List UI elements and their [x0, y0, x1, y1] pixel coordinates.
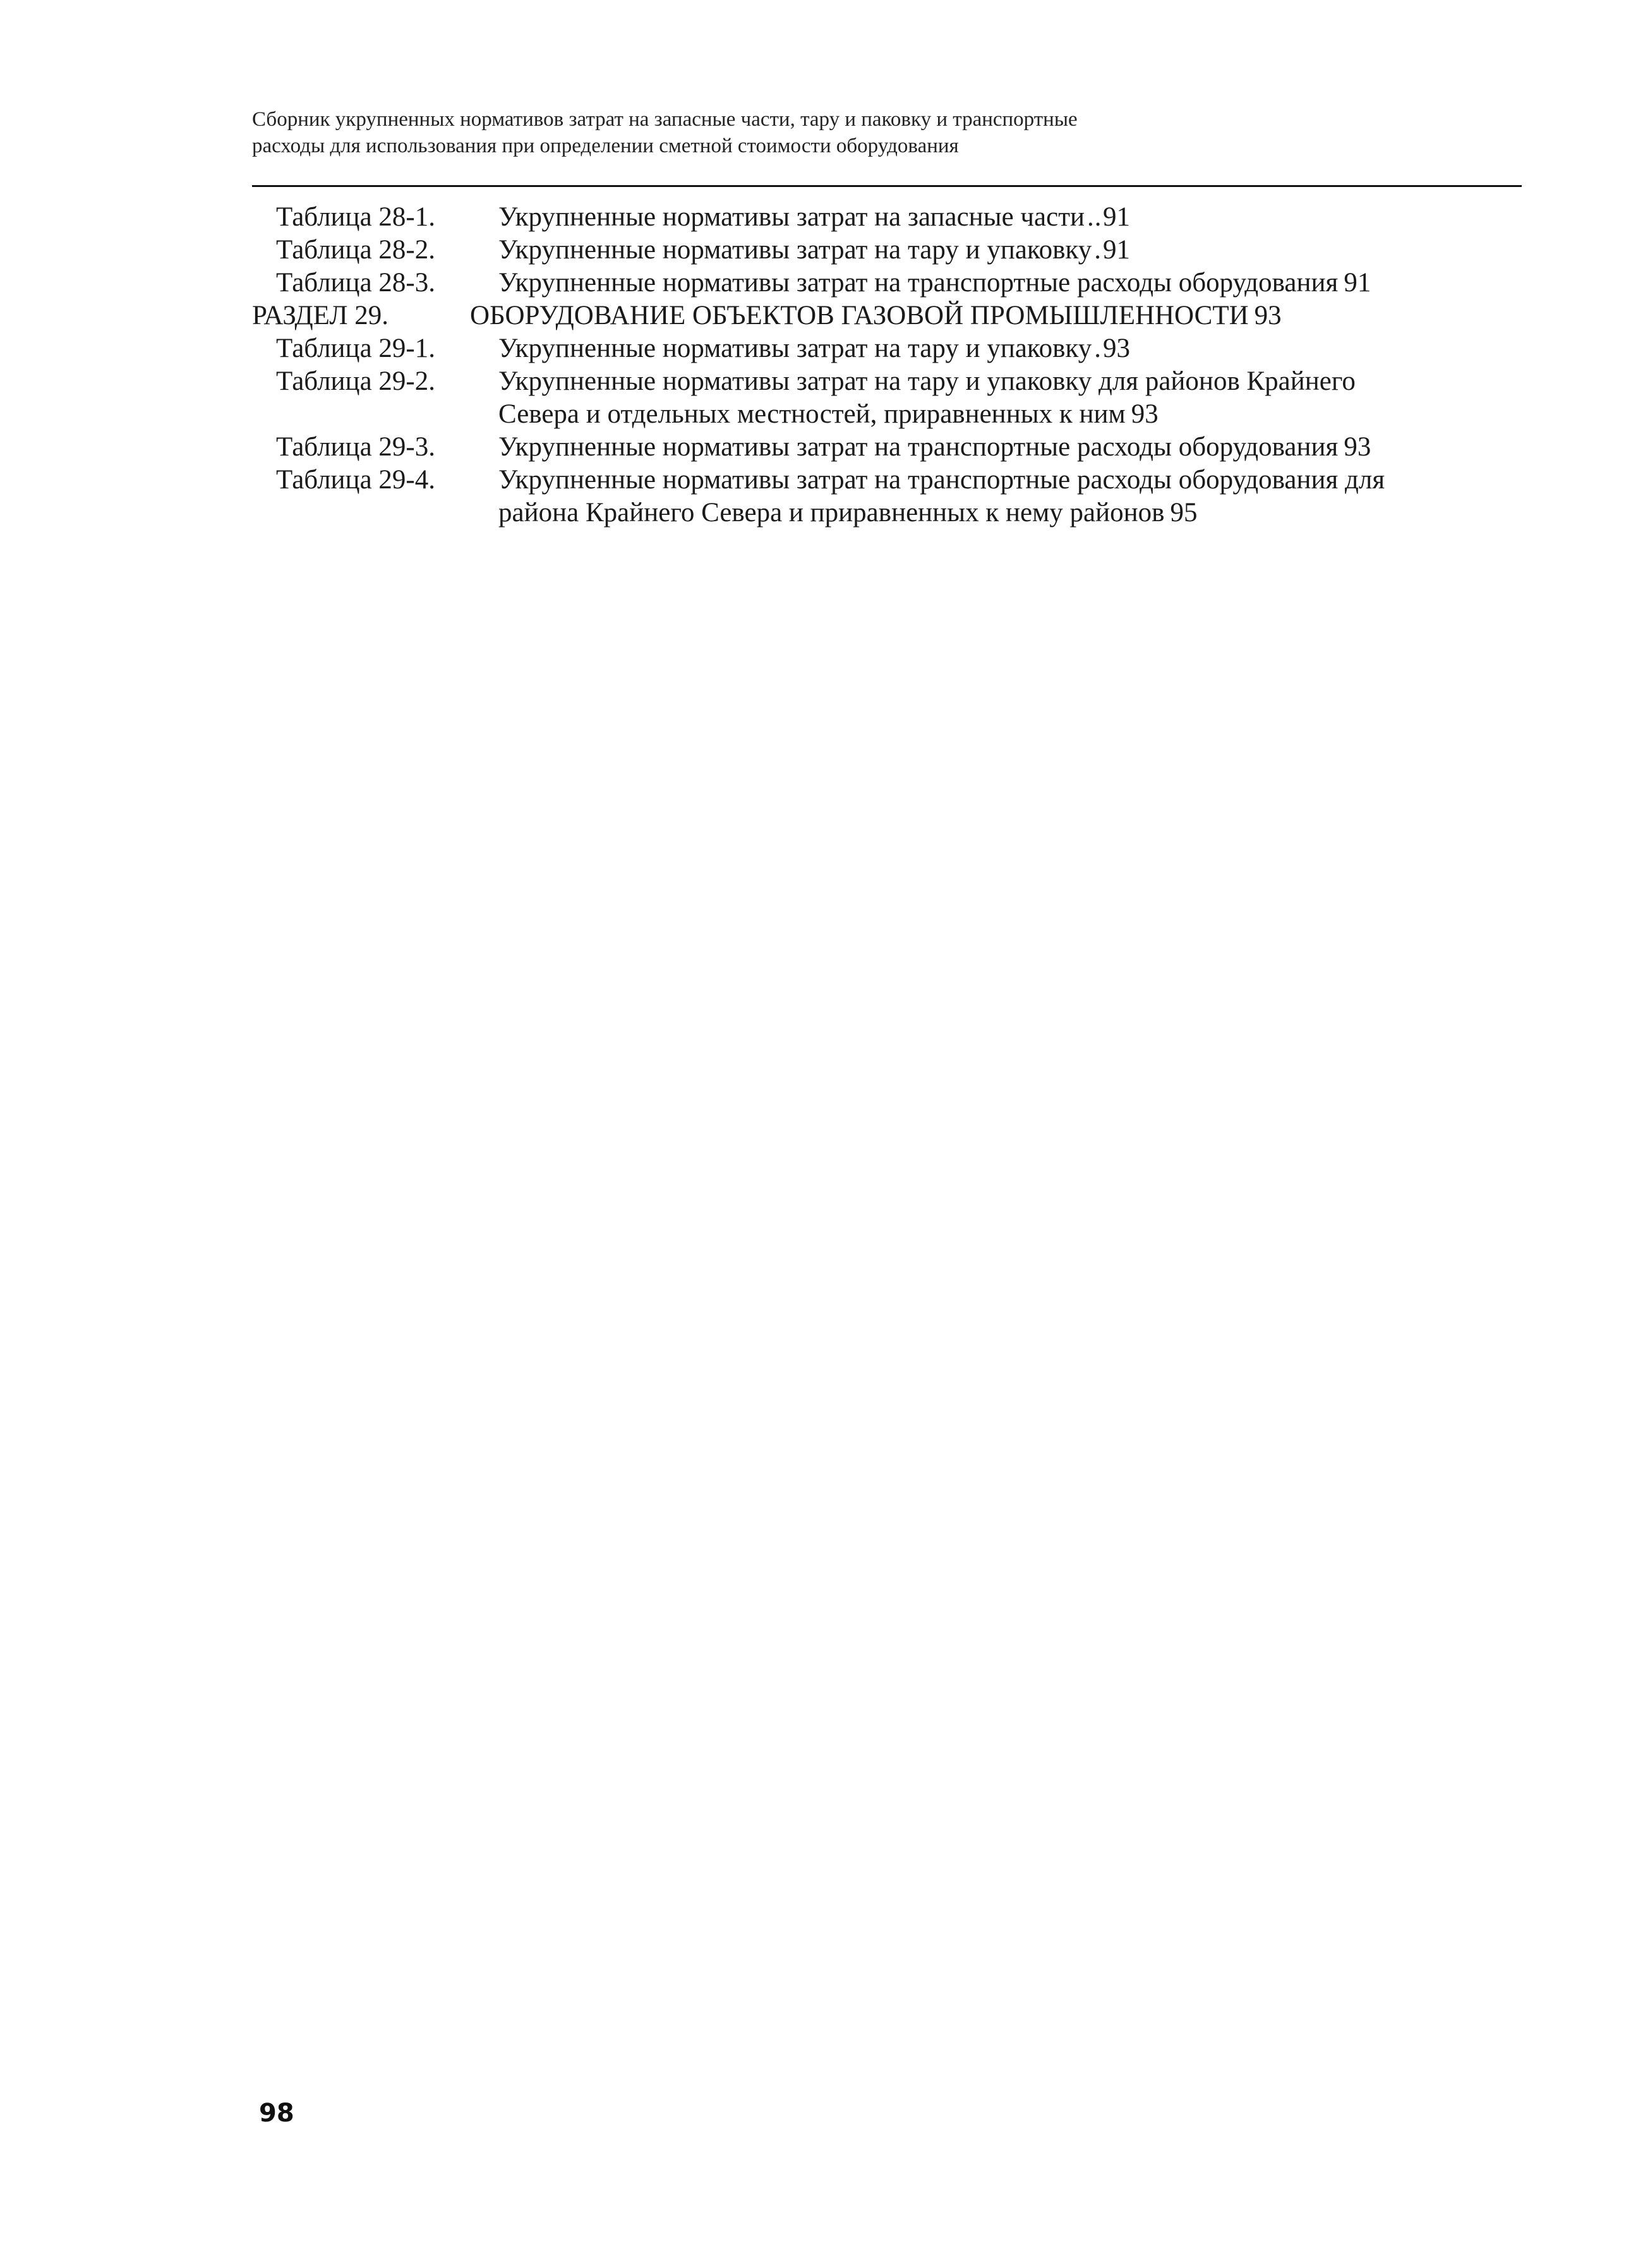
toc-entry-table-28-2 [252, 234, 1515, 267]
toc-section-label: РАЗДЕЛ 29. [252, 301, 389, 330]
toc-entry-title-line-1: Укрупненные нормативы затрат на транспортные расходы оборудования для [498, 465, 1385, 495]
toc-entry-page: 91 [1103, 202, 1130, 232]
toc-entry-title-line-2: Севера и отдельных местностей, приравненных к ним [498, 399, 1126, 429]
toc-entry-title-line-1: Укрупненные нормативы затрат на тару и упаковку для районов Крайнего [498, 366, 1356, 396]
toc-entry-table-29-1 [252, 332, 1515, 365]
toc-entry-title: Укрупненные нормативы затрат на тару и упаковку [498, 334, 1092, 363]
toc-entry-label: Таблица 28-2. [276, 235, 435, 265]
toc-entry-section-29 [252, 299, 1515, 332]
header-line-1: Сборник укрупненных нормативов затрат на запасные части, тару и паковку и транспортные [252, 108, 1078, 131]
dot-leader [1094, 234, 1100, 267]
toc-entry-title: Укрупненные нормативы затрат на запасные части [498, 202, 1085, 232]
toc-entry-table-29-4 [252, 464, 1515, 529]
header-line-2: расходы для использования при определении сметной стоимости оборудования [252, 135, 959, 157]
toc-entry-page: 95 [1170, 498, 1198, 528]
toc-entry-title: Укрупненные нормативы затрат на тару и упаковку [498, 235, 1092, 265]
toc-entry-table-29-3 [252, 431, 1515, 464]
dot-leader [1094, 332, 1100, 365]
toc-entry-table-28-1 [252, 201, 1515, 234]
toc-entry-table-28-3 [252, 267, 1515, 299]
running-header [252, 106, 1522, 159]
toc-entry-page: 93 [1131, 399, 1159, 429]
toc-entry-table-29-2 [252, 365, 1515, 431]
toc-entry-title-line-2: района Крайнего Севера и приравненных к нему районов [498, 498, 1165, 528]
toc-section-title: ОБОРУДОВАНИЕ ОБЪЕКТОВ ГАЗОВОЙ ПРОМЫШЛЕННОСТИ [470, 301, 1249, 330]
toc-entry-label: Таблица 29-3. [276, 432, 435, 462]
toc-entry-page: 91 [1103, 235, 1130, 265]
page-number: 98 [259, 2099, 294, 2128]
toc-entry-page: 91 [1344, 268, 1371, 298]
toc-entry-title: Укрупненные нормативы затрат на транспортные расходы оборудования [498, 268, 1339, 298]
toc-entry-page: 93 [1103, 334, 1130, 363]
toc-entry-label: Таблица 28-3. [276, 268, 435, 298]
toc-entry-title: Укрупненные нормативы затрат на транспортные расходы оборудования [498, 432, 1339, 462]
toc-entry-label: Таблица 29-2. [276, 366, 435, 396]
toc-entry-label: Таблица 29-1. [276, 334, 435, 363]
toc-entry-label: Таблица 28-1. [276, 202, 435, 232]
header-divider [252, 185, 1522, 187]
table-of-contents [252, 201, 1515, 529]
toc-entry-page: 93 [1344, 432, 1371, 462]
toc-entry-label: Таблица 29-4. [276, 465, 435, 495]
dot-leader [1087, 201, 1100, 234]
toc-entry-page: 93 [1254, 301, 1282, 330]
